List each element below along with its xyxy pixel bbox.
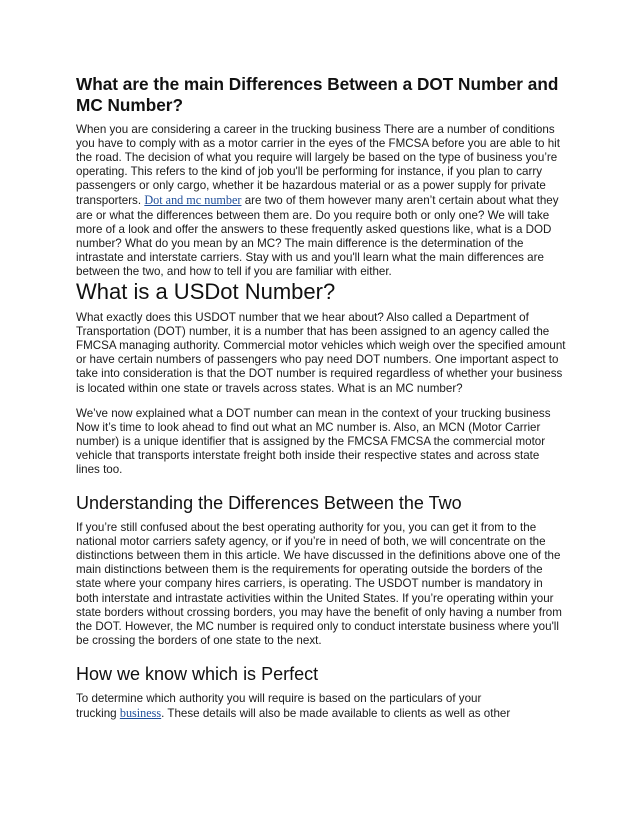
usdot-paragraph-2: We’ve now explained what a DOT number can mean in the context of your trucking business Now it’s time to look ahead to find out what an MC number is. Also, an MCN (Motor Carrier number) is a unique identifier that is assigned by the FMCSA FMCSA the commercial motor vehicle that transports interstate freight both inside their respective states and across state lines too. <box>76 406 551 476</box>
perfect-text-after-link: . These details will also be made available to clients as well as other <box>161 707 511 720</box>
perfect-paragraph <box>76 692 566 721</box>
business-link[interactable]: business <box>119 706 162 720</box>
dot-mc-number-link[interactable]: Dot and mc number <box>144 193 242 208</box>
intro-paragraph <box>76 123 566 279</box>
page-title: What are the main Differences Between a DOT Number and MC Number? <box>76 74 559 115</box>
intro-text-after-link: are two of them however many aren’t certain about what they are or what the differences between them are. Do you require both or only one? We will take more of a look and offer the answers to these frequently asked questions like, what is a DOD number? What do you mean by an MC? The main difference is the determination of the intrastate and interstate carriers. Stay with us and you'll learn what the main differences are between the two, and how to tell if you are familiar with either. <box>76 194 559 278</box>
document-page <box>76 74 566 721</box>
section-heading-differences: Understanding the Differences Between the Two <box>76 493 462 514</box>
differences-paragraph: If you’re still confused about the best operating authority for you, you can get it from to the national motor carriers safety agency, or if you’re in need of both, we will concentrate on the distinctions between them in this article. We have discussed in the definitions above one of the main distinctions between them is the requirements for operating outside the borders of the state where your company hires carriers, is operating. The USDOT number is mandatory in both interstate and intrastate activities within the United States. If you’re operating within your state borders without crossing borders, you may have the benefit of only having a number from the DOT. However, the MC number is required only to conduct interstate business where you'll be crossing the borders of one state to the next. <box>76 521 562 647</box>
perfect-text-before-link: trucking <box>76 707 117 720</box>
section-heading-perfect: How we know which is Perfect <box>76 663 319 684</box>
usdot-paragraph-1: What exactly does this USDOT number that we hear about? Also called a Department of Transportation (DOT) number, it is a number that has been assigned to an agency called the FMCSA managing authority. Commercial motor vehicles which weigh over the specified amount or have certain numbers of passengers who pay need DOT numbers. One important aspect to take into consideration is that the DOT number is required regardless of whether your business is located within one state or travels across states. What is an MC number? <box>76 311 566 395</box>
section-heading-usdot: What is a USDot Number? <box>76 279 336 305</box>
intro-text-before-link: When you are considering a career in the trucking business There are a number of conditions you have to comply with as a motor carrier in the eyes of the FMCSA before you are able to hit the road. The decision of what you require will largely be based on the type of business you’re operating. This refers to the kind of job you'll be performing for instance, if you plan to carry passengers or only cargo, whether it be hazardous material or as a power supply for private transporters. <box>76 123 560 208</box>
perfect-line-1: To determine which authority you will require is based on the particulars of your <box>76 691 482 705</box>
